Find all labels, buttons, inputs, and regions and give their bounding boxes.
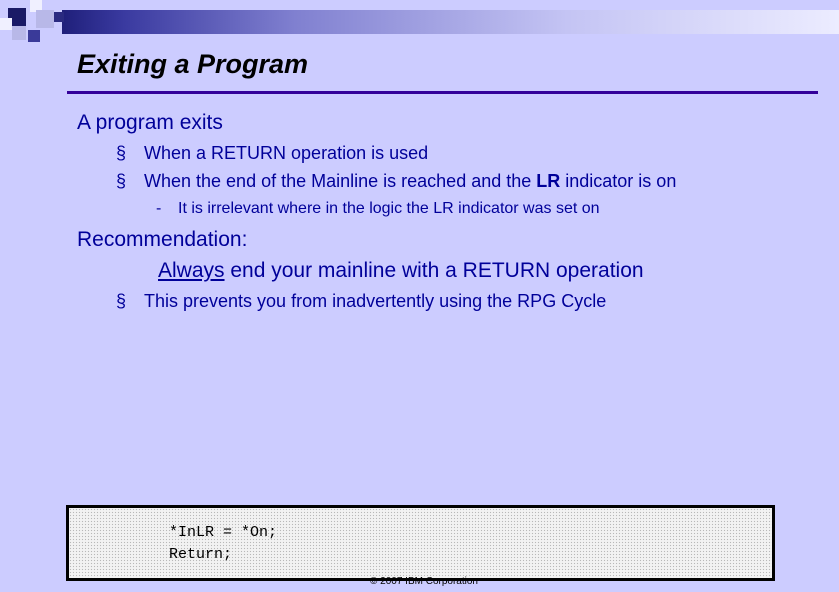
copyright-footer: © 2007 IBM Corporation	[370, 576, 478, 587]
sub-bullet-text: It is irrelevant where in the logic the LR indicator was set on	[178, 200, 600, 217]
bullet-item	[116, 171, 676, 192]
section-heading-recommendation: Recommendation:	[77, 228, 248, 251]
recommendation-emphasis: Always	[158, 259, 225, 282]
header-gradient-bar	[62, 10, 839, 34]
logo-square-dark	[28, 30, 40, 42]
bullet-text: This prevents you from inadvertently using the RPG Cycle	[144, 291, 607, 311]
code-line: *InLR = *On;	[169, 524, 278, 541]
bullet-text: indicator is on	[560, 171, 677, 191]
dash-marker: -	[156, 200, 162, 217]
bullet-marker: §	[116, 291, 127, 311]
recommendation-line	[158, 259, 644, 283]
bullet-marker: §	[116, 171, 127, 191]
bullet-item	[116, 291, 606, 312]
bullet-bold-text: LR	[536, 171, 561, 191]
logo-square-light	[0, 18, 12, 30]
sub-bullet-item	[156, 200, 600, 218]
recommendation-text: end your mainline with a RETURN operation	[224, 259, 644, 282]
bullet-text: When the end of the Mainline is reached and the	[144, 171, 537, 191]
code-line: Return;	[169, 546, 233, 563]
code-box	[66, 505, 775, 581]
logo-square-mid	[12, 26, 26, 40]
bullet-text: When a RETURN operation is used	[144, 143, 429, 163]
bullet-marker: §	[116, 143, 127, 163]
slide-title: Exiting a Program	[77, 49, 309, 79]
logo-square-dark	[54, 12, 64, 22]
bullet-item	[116, 143, 428, 164]
title-rule	[67, 91, 818, 94]
section-heading-exits: A program exits	[77, 111, 223, 134]
logo-square-mid	[36, 10, 54, 28]
